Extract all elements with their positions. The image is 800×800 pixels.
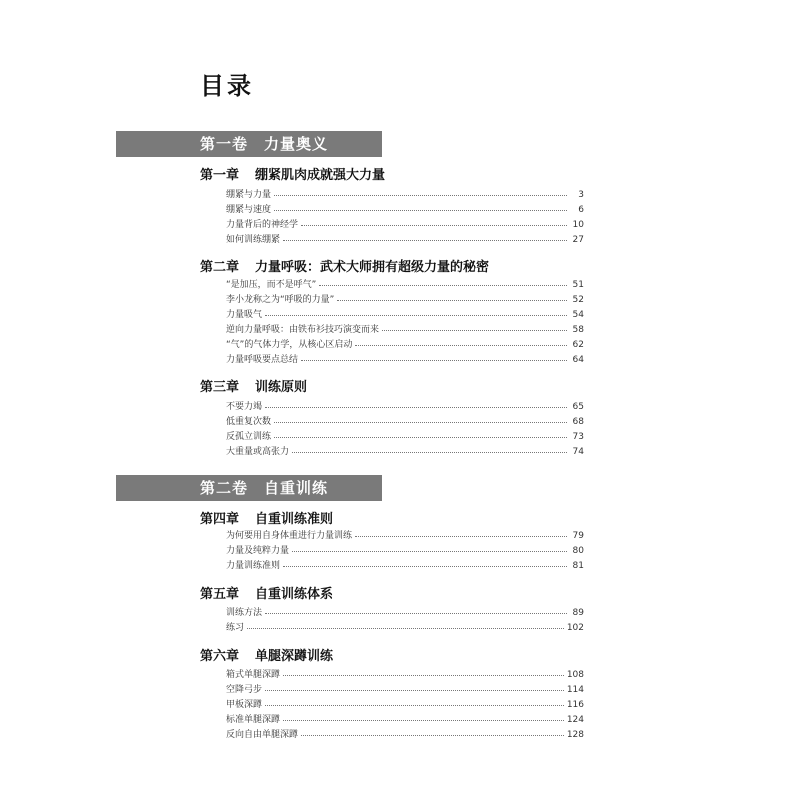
toc-entry[interactable] xyxy=(226,216,584,231)
toc-entry[interactable] xyxy=(226,542,584,557)
entry-title: 力量及纯粹力量 xyxy=(226,546,290,556)
entry-page-number: 124 xyxy=(566,715,584,725)
toc-entry[interactable] xyxy=(226,527,584,542)
chapter-heading-2 xyxy=(200,256,584,275)
chapter-heading-5 xyxy=(200,583,584,602)
dot-leader xyxy=(265,695,564,706)
toc-entry[interactable] xyxy=(226,351,584,366)
dot-leader xyxy=(274,200,567,211)
entry-title: 箱式单腿深蹲 xyxy=(226,670,281,680)
toc-entry[interactable] xyxy=(226,291,584,306)
chapter-2-entries xyxy=(226,276,584,366)
toc-entry[interactable] xyxy=(226,398,584,413)
dot-leader xyxy=(301,215,567,226)
entry-title: 力量背后的神经学 xyxy=(226,220,299,230)
toc-entry[interactable] xyxy=(226,666,584,681)
chapter-title: 自重训练准则 xyxy=(255,512,334,527)
toc-entry[interactable] xyxy=(226,276,584,291)
entry-page-number: 68 xyxy=(572,417,584,427)
toc-entry[interactable] xyxy=(226,336,584,351)
dot-leader xyxy=(301,725,564,736)
entry-title: 绷紧与力量 xyxy=(226,190,272,200)
entry-title: 空降弓步 xyxy=(226,685,263,695)
chapter-heading-3 xyxy=(200,376,584,395)
entry-page-number: 128 xyxy=(566,730,584,740)
toc-entry[interactable] xyxy=(226,557,584,572)
dot-leader xyxy=(274,427,567,438)
entry-page-number: 73 xyxy=(572,432,584,442)
entry-page-number: 81 xyxy=(572,561,584,571)
toc-entry[interactable] xyxy=(226,306,584,321)
chapter-title: 力量呼吸：武术大师拥有超级力量的秘密 xyxy=(255,260,490,275)
chapter-1-entries xyxy=(226,186,584,246)
dot-leader xyxy=(319,275,567,286)
dot-leader xyxy=(355,526,567,537)
entry-page-number: 10 xyxy=(572,220,584,230)
chapter-number: 第六章 xyxy=(200,649,240,664)
entry-page-number: 102 xyxy=(566,623,584,633)
toc-entry[interactable] xyxy=(226,186,584,201)
dot-leader xyxy=(265,397,567,408)
dot-leader xyxy=(355,335,567,346)
chapter-number: 第二章 xyxy=(200,260,240,275)
entry-page-number: 65 xyxy=(572,402,584,412)
chapter-number: 第五章 xyxy=(200,587,240,602)
entry-title: 练习 xyxy=(226,623,245,633)
dot-leader xyxy=(265,603,567,614)
entry-title: 李小龙称之为“呼吸的力量” xyxy=(226,295,335,305)
entry-page-number: 52 xyxy=(572,295,584,305)
toc-entry[interactable] xyxy=(226,726,584,741)
dot-leader xyxy=(265,680,564,691)
dot-leader xyxy=(337,290,567,301)
entry-page-number: 6 xyxy=(578,205,584,215)
toc-entry[interactable] xyxy=(226,443,584,458)
entry-title: 大重量或高张力 xyxy=(226,447,290,457)
entry-page-number: 108 xyxy=(566,670,584,680)
entry-title: 反孤立训练 xyxy=(226,432,272,442)
chapter-number: 第一章 xyxy=(200,168,240,183)
entry-title: 反向自由单腿深蹲 xyxy=(226,730,299,740)
entry-title: 力量呼吸要点总结 xyxy=(226,355,299,365)
dot-leader xyxy=(292,442,567,453)
chapter-4-entries xyxy=(226,527,584,572)
entry-title: 低重复次数 xyxy=(226,417,272,427)
dot-leader xyxy=(283,665,564,676)
entry-title: 力量训练准则 xyxy=(226,561,281,571)
dot-leader xyxy=(274,412,567,423)
chapter-title: 训练原则 xyxy=(255,380,308,395)
entry-page-number: 116 xyxy=(566,700,584,710)
toc-entry[interactable] xyxy=(226,413,584,428)
dot-leader xyxy=(283,556,567,567)
entry-page-number: 62 xyxy=(572,340,584,350)
entry-title: “是加压，而不是呼气” xyxy=(226,280,317,290)
entry-page-number: 74 xyxy=(572,447,584,457)
chapter-heading-6 xyxy=(200,645,584,664)
toc-entry[interactable] xyxy=(226,201,584,216)
entry-page-number: 80 xyxy=(572,546,584,556)
entry-page-number: 27 xyxy=(572,235,584,245)
dot-leader xyxy=(283,230,567,241)
toc-entry[interactable] xyxy=(226,619,584,634)
chapter-6-entries xyxy=(226,666,584,741)
entry-title: 训练方法 xyxy=(226,608,263,618)
entry-page-number: 64 xyxy=(572,355,584,365)
entry-page-number: 51 xyxy=(572,280,584,290)
dot-leader xyxy=(274,185,567,196)
entry-title: 标准单腿深蹲 xyxy=(226,715,281,725)
page-title: 目录 xyxy=(200,72,254,100)
entry-page-number: 3 xyxy=(578,190,584,200)
entry-title: 绷紧与速度 xyxy=(226,205,272,215)
entry-title: 甲板深蹲 xyxy=(226,700,263,710)
dot-leader xyxy=(292,541,567,552)
entry-title: 为何要用自身体重进行力量训练 xyxy=(226,531,353,541)
toc-entry[interactable] xyxy=(226,428,584,443)
chapter-heading-4 xyxy=(200,508,584,527)
chapter-3-entries xyxy=(226,398,584,458)
entry-title: 力量吸气 xyxy=(226,310,263,320)
entry-title: 逆向力量呼吸：由铁布衫技巧演变而来 xyxy=(226,325,380,335)
entry-title: 如何训练绷紧 xyxy=(226,235,281,245)
entry-title: 不要力竭 xyxy=(226,402,263,412)
toc-entry[interactable] xyxy=(226,321,584,336)
toc-entry[interactable] xyxy=(226,711,584,726)
entry-page-number: 89 xyxy=(572,608,584,618)
toc-entry[interactable] xyxy=(226,681,584,696)
volume-header-2: 第二卷 自重训练 xyxy=(116,475,382,501)
volume-header-1: 第一卷 力量奥义 xyxy=(116,131,382,157)
chapter-heading-1 xyxy=(200,164,584,183)
chapter-title: 绷紧肌肉成就强大力量 xyxy=(255,168,386,183)
chapter-number: 第三章 xyxy=(200,380,240,395)
dot-leader xyxy=(382,320,567,331)
chapter-title: 自重训练体系 xyxy=(255,587,334,602)
dot-leader xyxy=(283,710,564,721)
chapter-5-entries xyxy=(226,604,584,634)
dot-leader xyxy=(265,305,567,316)
chapter-number: 第四章 xyxy=(200,512,240,527)
toc-entry[interactable] xyxy=(226,604,584,619)
toc-entry[interactable] xyxy=(226,696,584,711)
chapter-title: 单腿深蹲训练 xyxy=(255,649,334,664)
entry-page-number: 79 xyxy=(572,531,584,541)
dot-leader xyxy=(247,618,564,629)
toc-entry[interactable] xyxy=(226,231,584,246)
dot-leader xyxy=(301,350,567,361)
entry-page-number: 54 xyxy=(572,310,584,320)
entry-page-number: 114 xyxy=(566,685,584,695)
entry-title: “气”的气体力学，从核心区启动 xyxy=(226,340,353,350)
entry-page-number: 58 xyxy=(572,325,584,335)
